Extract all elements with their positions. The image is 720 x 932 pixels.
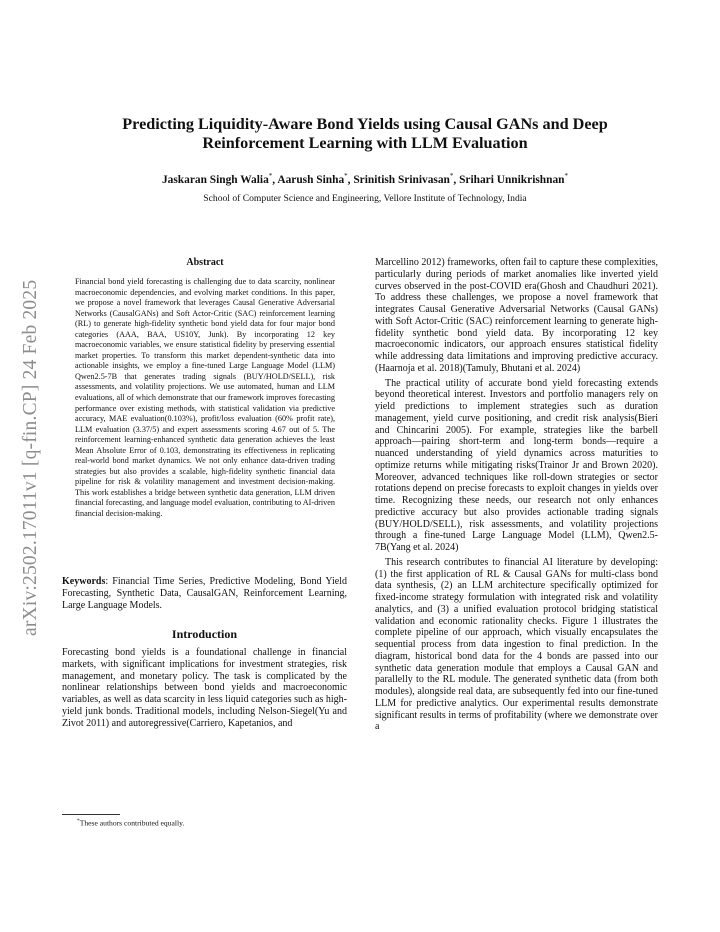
keywords-label: Keywords	[62, 576, 106, 587]
footnote-divider	[62, 814, 120, 815]
introduction-paragraph: Marcellino 2012) frameworks, often fail to capture these complexities, particularly during periods of market anomalies like inverted yield curves observed in the post-COVID era(Ghosh and Chaudhuri 2021). To address these challenges, we propose a novel framework that integrates Causal Generative Adversarial Networks (Causal GANs) with Soft Actor-Critic (SAC) reinforcement learning to generate high-fidelity synthetic bond yield data. By incorporating 12 key macroeconomic indicators, our approach ensures statistical fidelity while addressing data limitations and improving predictive accuracy.(Haarnoja et al. 2018)(Tamuly, Bhutani et al. 2024)	[375, 257, 658, 374]
author-name: Srihari Unnikrishnan	[459, 173, 565, 186]
equal-contribution-mark: *	[344, 172, 348, 180]
equal-contribution-mark: *	[268, 172, 273, 180]
author-name: Srinitish Srinivasan	[353, 173, 450, 186]
keywords-text: : Financial Time Series, Predictive Modeling, Bond Yield Forecasting, Synthetic Data, CausalGAN, Reinforcement Learning, Large Language Models.	[62, 576, 347, 611]
author-name: Jaskaran Singh Walia	[161, 173, 269, 186]
equal-contribution-mark: *	[449, 172, 454, 180]
abstract-text: Financial bond yield forecasting is challenging due to data scarcity, nonlinear macroeconomic dependencies, and evolving market conditions. In this paper, we propose a novel framework that leverages Causal Generative Adversarial Networks (CausalGANs) and Soft Actor-Critic (SAC) reinforcement learning (RL) to generate high-fidelity synthetic bond yield data for four major bond categories (AAA, BAA, US10Y, Junk). By incorporating 12 key macroeconomic variables, we ensure statistical fidelity by preserving essential market properties. To transform this market dependent-synthetic data into actionable insights, we employ a fine-tuned Large Language Model (LLM) Qwen2.5-7B that generates trading signals (BUY/HOLD/SELL), risk assessments, and volatility projections. We use automated, human and LLM evaluations, all of which demonstrate that our framework improves forecasting performance over existing methods, with statistical validation via predictive accuracy, MAE evaluation(0.103%), profit/loss evaluation (60% profit rate), LLM evaluation (3.37/5) and expert assessments scoring 4.67 out of 5. The reinforcement learning-enhanced synthetic data generation achieves the least Mean Absolute Error of 0.103, demonstrating its effectiveness in replicating real-world bond market dynamics. We not only enhance data-driven trading strategies but also provides a scalable, high-fidelity synthetic financial data pipeline for risk & volatility management and investment decision-making. This work establishes a bridge between synthetic data generation, LLM driven financial forecasting, and language model evaluation, contributing to AI-driven financial decision-making.	[75, 277, 335, 519]
arxiv-identifier-stamp: arXiv:2502.17011v1 [q-fin.CP] 24 Feb 2025	[20, 279, 41, 636]
author-list: Jaskaran Singh Walia*, Aarush Sinha*, Srinitish Srinivasan*, Srihari Unnikrishnan*	[161, 172, 568, 186]
introduction-paragraph: Forecasting bond yields is a foundational challenge in financial markets, with significant implications for investment strategies, risk management, and monetary policy. The task is complicated by the nonlinear relationships between bond yields and macroeconomic variables, as well as data scarcity in less liquid categories such as high-yield junk bonds. Traditional models, including Nelson-Siegel(Yu and Zivot 2011) and autoregressive(Carriero, Kapetanios, and	[62, 647, 347, 729]
footnote-mark: *	[77, 818, 80, 824]
abstract-heading: Abstract	[186, 257, 224, 268]
introduction-paragraph: The practical utility of accurate bond yield forecasting extends beyond theoretical interest. Investors and portfolio managers rely on yield predictions to implement strategies such as duration management, yield curve positioning, and credit risk analysis(Bieri and Chincarini 2005). For example, strategies like the barbell approach—pairing short-term and long-term bonds—require a nuanced understanding of yield dynamics across maturities to optimize returns while mitigating risks(Trainor Jr and Brown 2020). Moreover, advanced techniques like roll-down strategies or sector rotations depend on precise forecasts to exploit changes in yields over time. Recognizing these needs, our research not only enhances predictive accuracy but also provides actionable trading signals (BUY/HOLD/SELL), risk assessments, and volatility projections through a fine-tuned Large Language Model (LLM), Qwen2.5-7B(Yang et al. 2024)	[375, 377, 658, 553]
affiliation: School of Computer Science and Engineering, Vellore Institute of Technology, India	[203, 193, 527, 204]
section-heading-introduction: Introduction	[171, 627, 238, 641]
paper-title: Predicting Liquidity-Aware Bond Yields using Causal GANs and Deep Reinforcement Learning with LLM Evaluation	[122, 115, 608, 152]
keywords-block	[62, 576, 347, 611]
footnote-text: These authors contributed equally.	[79, 818, 185, 828]
footnote	[77, 818, 184, 828]
introduction-paragraph: This research contributes to financial AI literature by developing: (1) the first application of RL & Causal GANs for multi-class bond data synthesis, (2) an LLM architecture specifically optimized for fixed-income strategy formulation with integrated risk and volatility analytics, and (3) a unified evaluation protocol bridging statistical validation and economic rationality checks. Figure 1 illustrates the complete pipeline of our approach, which visually encapsulates the sequential process from data ingestion to final prediction. In the diagram, historical bond data for the 4 bonds are passed into our synthetic data generation module that employs a Causal GAN and parallelly to the RL module. The generated synthetic data (from both modules), alongside real data, are subsequently fed into our fine-tuned LLM for predictive analytics. Our experimental results demonstrate significant results in terms of profitability (where we demonstrate over a	[375, 556, 658, 733]
right-column	[375, 257, 658, 733]
equal-contribution-mark: *	[564, 172, 568, 180]
author-name: Aarush Sinha	[277, 173, 345, 186]
